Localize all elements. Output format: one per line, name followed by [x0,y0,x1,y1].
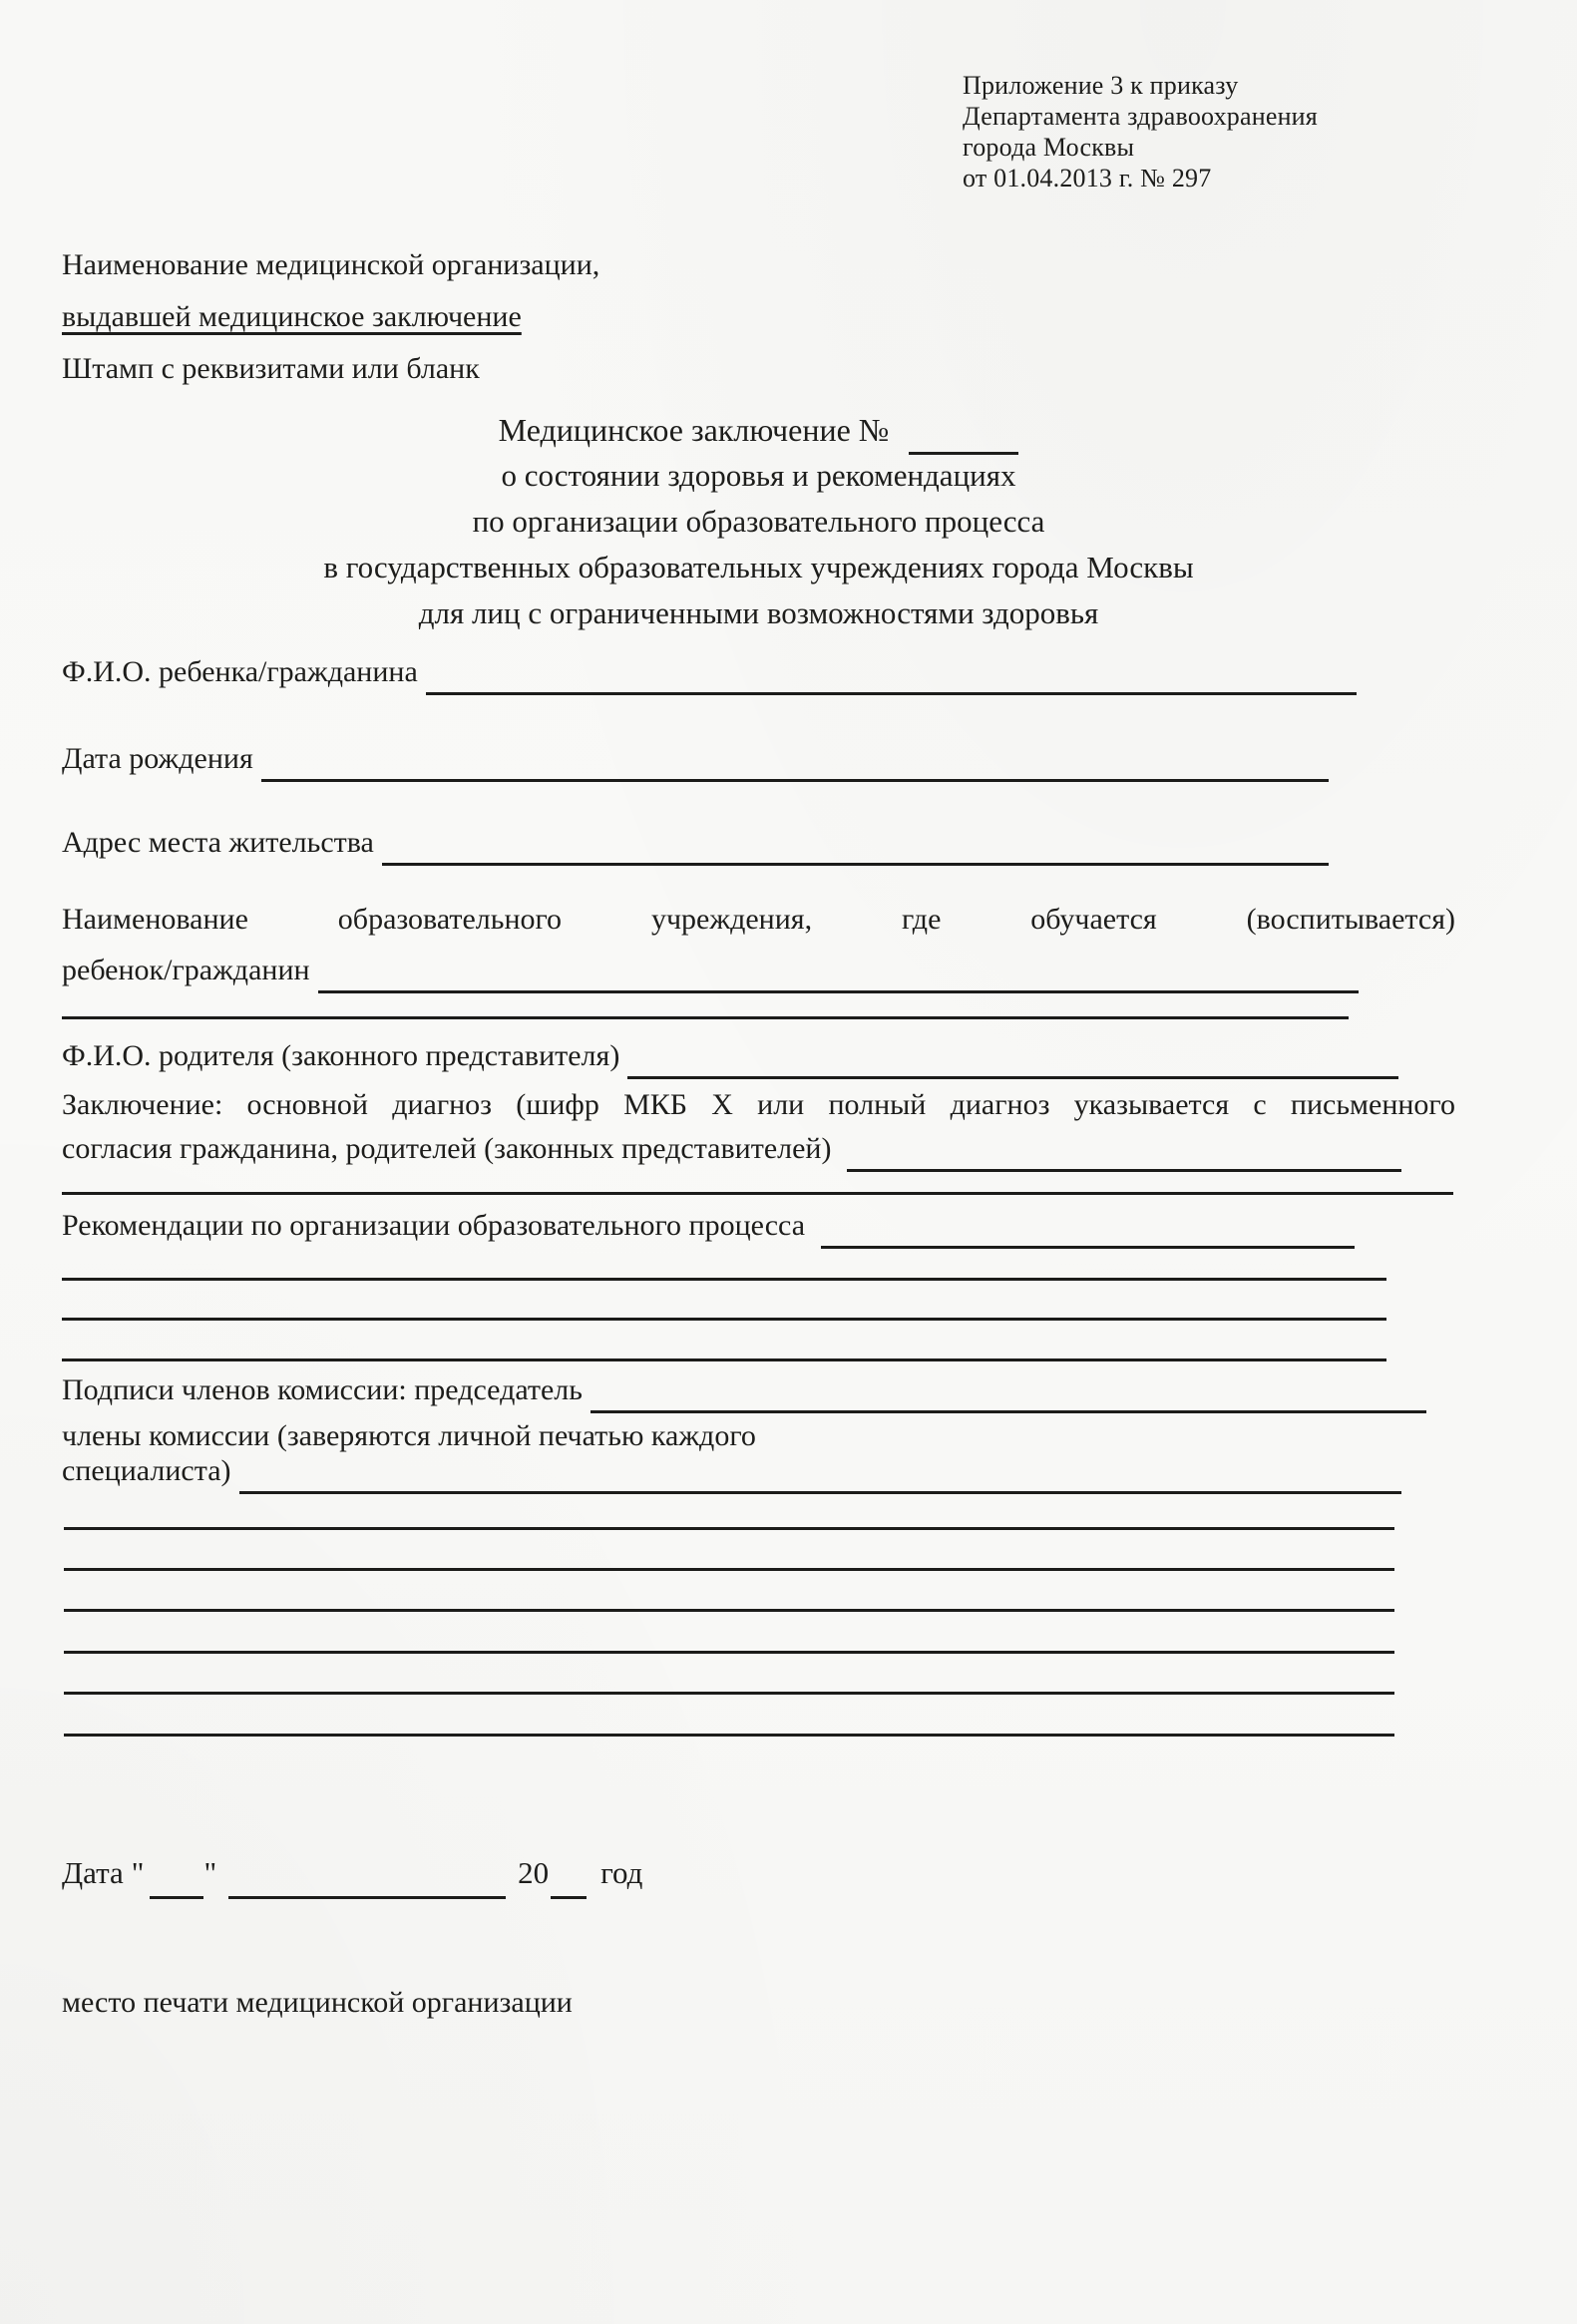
issuer-line-2-underlined: выдавшей медицинское заключение [62,300,522,333]
title-line-5: для лиц с ограниченными возможностями здоровья [418,595,1099,630]
writing-line[interactable] [64,1609,1394,1612]
writing-line[interactable] [64,1568,1394,1571]
continuation-blank-line[interactable] [62,1318,1386,1321]
members-note-line-1: члены комиссии (заверяются личной печатью каждого [62,1419,756,1452]
date-open-quote: " [131,1855,145,1890]
writing-line[interactable] [64,1651,1394,1654]
education-org-row [62,948,1455,993]
child-name-blank-line[interactable] [426,649,1357,695]
conclusion-label-line-1: Заключение: основной диагноз (шифр МКБ X или полный диагноз указывается с письменного [62,1088,1455,1121]
recommendations-blank-line[interactable] [821,1203,1355,1249]
members-signatures-blank-line[interactable] [239,1448,1402,1494]
education-org-label-line-1: Наименование образовательного учреждения, где обучается (воспитывается) [62,903,1455,936]
address-label: Адрес места жительства [62,826,374,859]
recommendations-row [62,1203,1455,1249]
education-org-label-line-2: ребенок/гражданин [62,954,310,986]
title-line-2: о состоянии здоровья и рекомендациях [501,458,1016,493]
date-label: Дата [62,1855,124,1890]
date-year-suffix: год [600,1855,643,1890]
appendix-reference [963,70,1318,194]
parent-name-label: Ф.И.О. родителя (законного представителя) [62,1039,620,1072]
signatures-label: Подписи членов комиссии: председатель [62,1373,583,1406]
title-line-1 [62,407,1455,453]
chairman-signature-blank-line[interactable] [591,1367,1426,1413]
parent-name-blank-line[interactable] [627,1033,1398,1079]
parent-name-row [62,1033,1455,1079]
writing-line[interactable] [64,1734,1394,1737]
date-day-blank[interactable] [150,1847,203,1899]
issuer-line-3: Штамп с реквизитами или бланк [62,352,480,385]
continuation-blank-line[interactable] [62,1358,1386,1361]
members-note-line-2: специалиста) [62,1454,231,1487]
conclusion-row [62,1126,1455,1172]
date-close-quote: " [203,1855,217,1890]
appendix-reference-line-2: Департамента здравоохранения [963,102,1318,131]
date-year-blank[interactable] [551,1847,587,1899]
writing-line[interactable] [64,1692,1394,1695]
conclusion-blank-line[interactable] [847,1126,1401,1172]
document-title [62,407,1455,636]
stamp-note: место печати медицинской организации [62,1986,573,2019]
signatures-row [62,1367,1455,1413]
date-month-blank[interactable] [228,1847,506,1899]
writing-line[interactable] [64,1527,1394,1530]
title-line-3: по организации образовательного процесса [472,504,1045,539]
recommendations-label: Рекомендации по организации образовательного процесса [62,1209,806,1242]
date-row [62,1847,1455,1899]
title-line-1-text: Медицинское заключение № [498,412,890,448]
continuation-blank-line[interactable] [62,1192,1453,1195]
specialist-row [62,1448,1455,1494]
birth-date-blank-line[interactable] [261,736,1329,782]
child-name-label: Ф.И.О. ребенка/гражданина [62,655,418,688]
address-row [62,820,1455,866]
issuing-organization-note [62,239,599,395]
continuation-blank-line[interactable] [62,1016,1349,1019]
education-org-blank-line[interactable] [318,948,1359,993]
appendix-reference-line-1: Приложение 3 к приказу [963,71,1239,100]
continuation-blank-line[interactable] [62,1278,1386,1281]
birth-date-label: Дата рождения [62,742,253,775]
appendix-reference-line-3: города Москвы [963,133,1135,162]
title-line-4: в государственных образовательных учреждениях города Москвы [323,550,1194,584]
child-name-row [62,649,1455,695]
appendix-reference-line-4: от 01.04.2013 г. № 297 [963,164,1212,193]
conclusion-label-line-2: согласия гражданина, родителей (законных представителей) [62,1132,832,1165]
address-blank-line[interactable] [382,820,1329,866]
issuer-line-1: Наименование медицинской организации, [62,248,600,281]
date-year-prefix: 20 [518,1855,550,1890]
document-number-blank-line[interactable] [909,451,1018,455]
birth-date-row [62,736,1455,782]
